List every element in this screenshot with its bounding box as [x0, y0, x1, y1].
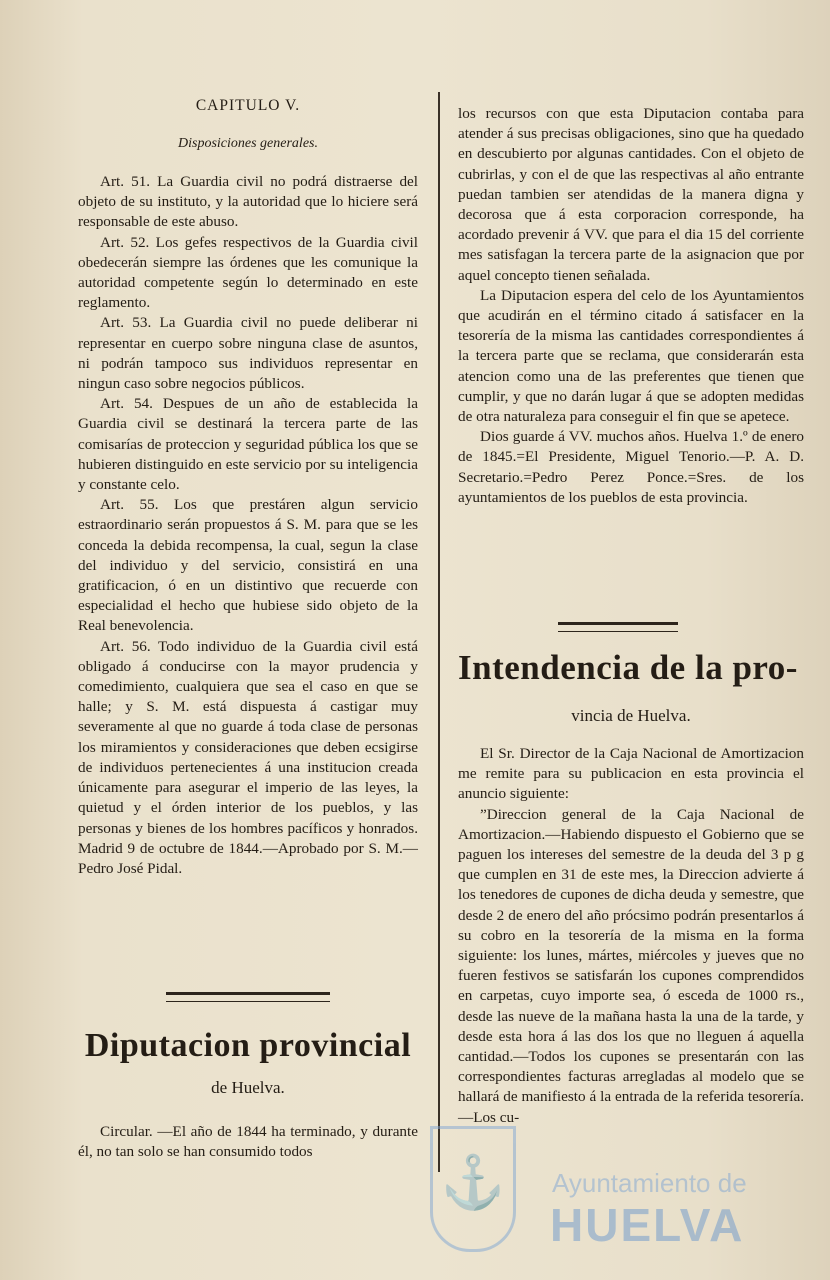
paragraph: ”Direccion general de la Caja Nacional de Amortizacion.—Habiendo dispuesto el Gobierno que se paguen los intereses del semestre de la deuda del 3 p g que cumplen en 31 de este mes, la Direccion advierte á los tenedores de cupones de dicha deuda y semestre, que desde 2 de enero del año prócsimo podrán presentarlos á su cobro en la tesorería de la misma en la forma siguiente: los lunes, mártes, miércoles y jueves que no fueren festivos se satisfarán los cupones comprendidos en carpetas, cuyo importe sea, ó esceda de 1000 rs., desde las nueve de la mañana hasta la una de la tarde, y desde esta hora á las dos los que no lleguen á aquella cantidad.—Todos los cupones se presentarán con las correspondientes facturas arregladas al modelo que se hallará de manifiesto á la entrada de la referida tesorería.—Los cu- — [458, 805, 804, 1126]
watermark-line1: Ayuntamiento de — [552, 1168, 747, 1198]
chapter-heading: CAPITULO V. — [195, 97, 301, 114]
announcement — [458, 744, 804, 1128]
paragraph: los recursos con que esta Diputacion contaba para atender á sus precisas obligaciones, sino que ha quedado en descubierto por algunas cantidades. Con el objeto de cubrirlas, y con el de que las respectivas al año entrante puedan tambien ser atendidas de la manera digna y decorosa que á esta corporacion corresponde, ha acordado prevenir á VV. que para el dia 15 del corriente mes satisfagan la tercera parte de la asignacion que por aquel concepto tienen señalada. — [458, 105, 804, 284]
articles — [78, 172, 418, 879]
article-51: Art. 51. La Guardia civil no podrá distraerse del objeto de su instituto, y la autoridad que lo hiciere será responsable de este abuso. — [78, 173, 418, 231]
article-52: Art. 52. Los gefes respectivos de la Guardia civil obedecerán siempre las órdenes que les comunique la autoridad competente según lo determinado en este reglamento. — [78, 233, 418, 312]
circular-text — [78, 1122, 418, 1162]
article-54: Art. 54. Despues de un año de establecida la Guardia civil se destinará la tercera parte de las comisarías de proteccion y seguridad pública los que se hubieren distinguido en este servicio por su inteligencia y constante celo. — [78, 395, 418, 494]
section-title: Intendencia de la pro- — [458, 648, 798, 687]
column-divider — [438, 92, 440, 1172]
paragraph: El Sr. Director de la Caja Nacional de Amortizacion me remite para su publicacion en esta provincia el anuncio siguiente: — [458, 745, 804, 803]
signature-paragraph: Dios guarde á VV. muchos años. Huelva 1.º de enero de 1845.=El Presidente, Miguel Tenorio.—P. A. D. Secretario.=Pedro Perez Ponce.=Sres. de los ayuntamientos de los pueblos de esta provincia. — [458, 428, 804, 506]
article-56: Art. 56. Todo individuo de la Guardia civil está obligado á conducirse con la mayor prudencia y comedimiento, cualquiera que sea el caso en que se halle; y S. M. está dispuesta á castigar muy severamente al que no guarde á toda clase de personas los miramientos y consideraciones que deben ecsigirse de individuos pertenecientes á una institucion creada únicamente para asegurar el imperio de las leyes, la quietud y el órden interior de los pueblos, y las personas y bienes de los hombres pacíficos y honrados. Madrid 9 de octubre de 1844.—Aprobado por S. M.—Pedro José Pidal. — [78, 637, 418, 877]
anchor-icon: ⚓ — [430, 1126, 516, 1252]
watermark-line2: HUELVA — [550, 1199, 745, 1251]
section-divider — [558, 622, 678, 632]
article-53: Art. 53. La Guardia civil no puede deliberar ni representar en cuerpo sobre ninguna clase de asuntos, ni podrán tampoco sus individuos representar en ningun caso sobre negocios públicos. — [78, 314, 418, 393]
paragraph: La Diputacion espera del celo de los Ayuntamientos que acudirán en el término citado á satisfacer en la tesorería de la misma las cantidades correspondientes á la tercera parte que se reclama, que considerarán esta atencion como una de las preferentes que tienen que cumplir, y que no darán lugar á que se adopten medidas de otra naturaleza para conseguir el fin que se apetece. — [458, 286, 804, 426]
circular-paragraph: Circular. —El año de 1844 ha terminado, y durante él, no tan solo se han consumido todos — [78, 1123, 418, 1161]
section-subtitle: vincia de Huelva. — [571, 706, 691, 725]
archive-watermark — [422, 1110, 782, 1270]
article-55: Art. 55. Los que prestáren algun servicio estraordinario serán propuestos á S. M. para que se les conceda la debida recompensa, la cual, segun la clase del individuo y del servicio, consistirá en una gratificacion, ó en un distintivo que recuerde con especialidad el hecho que hubiese sido objeto de la Real benevolencia. — [78, 496, 418, 635]
circular-continuation — [458, 104, 804, 508]
section-divider — [166, 992, 330, 1002]
section-title: Diputacion provincial — [84, 1027, 412, 1064]
subheading: Disposiciones generales. — [178, 136, 318, 151]
section-subtitle: de Huelva. — [211, 1078, 285, 1097]
